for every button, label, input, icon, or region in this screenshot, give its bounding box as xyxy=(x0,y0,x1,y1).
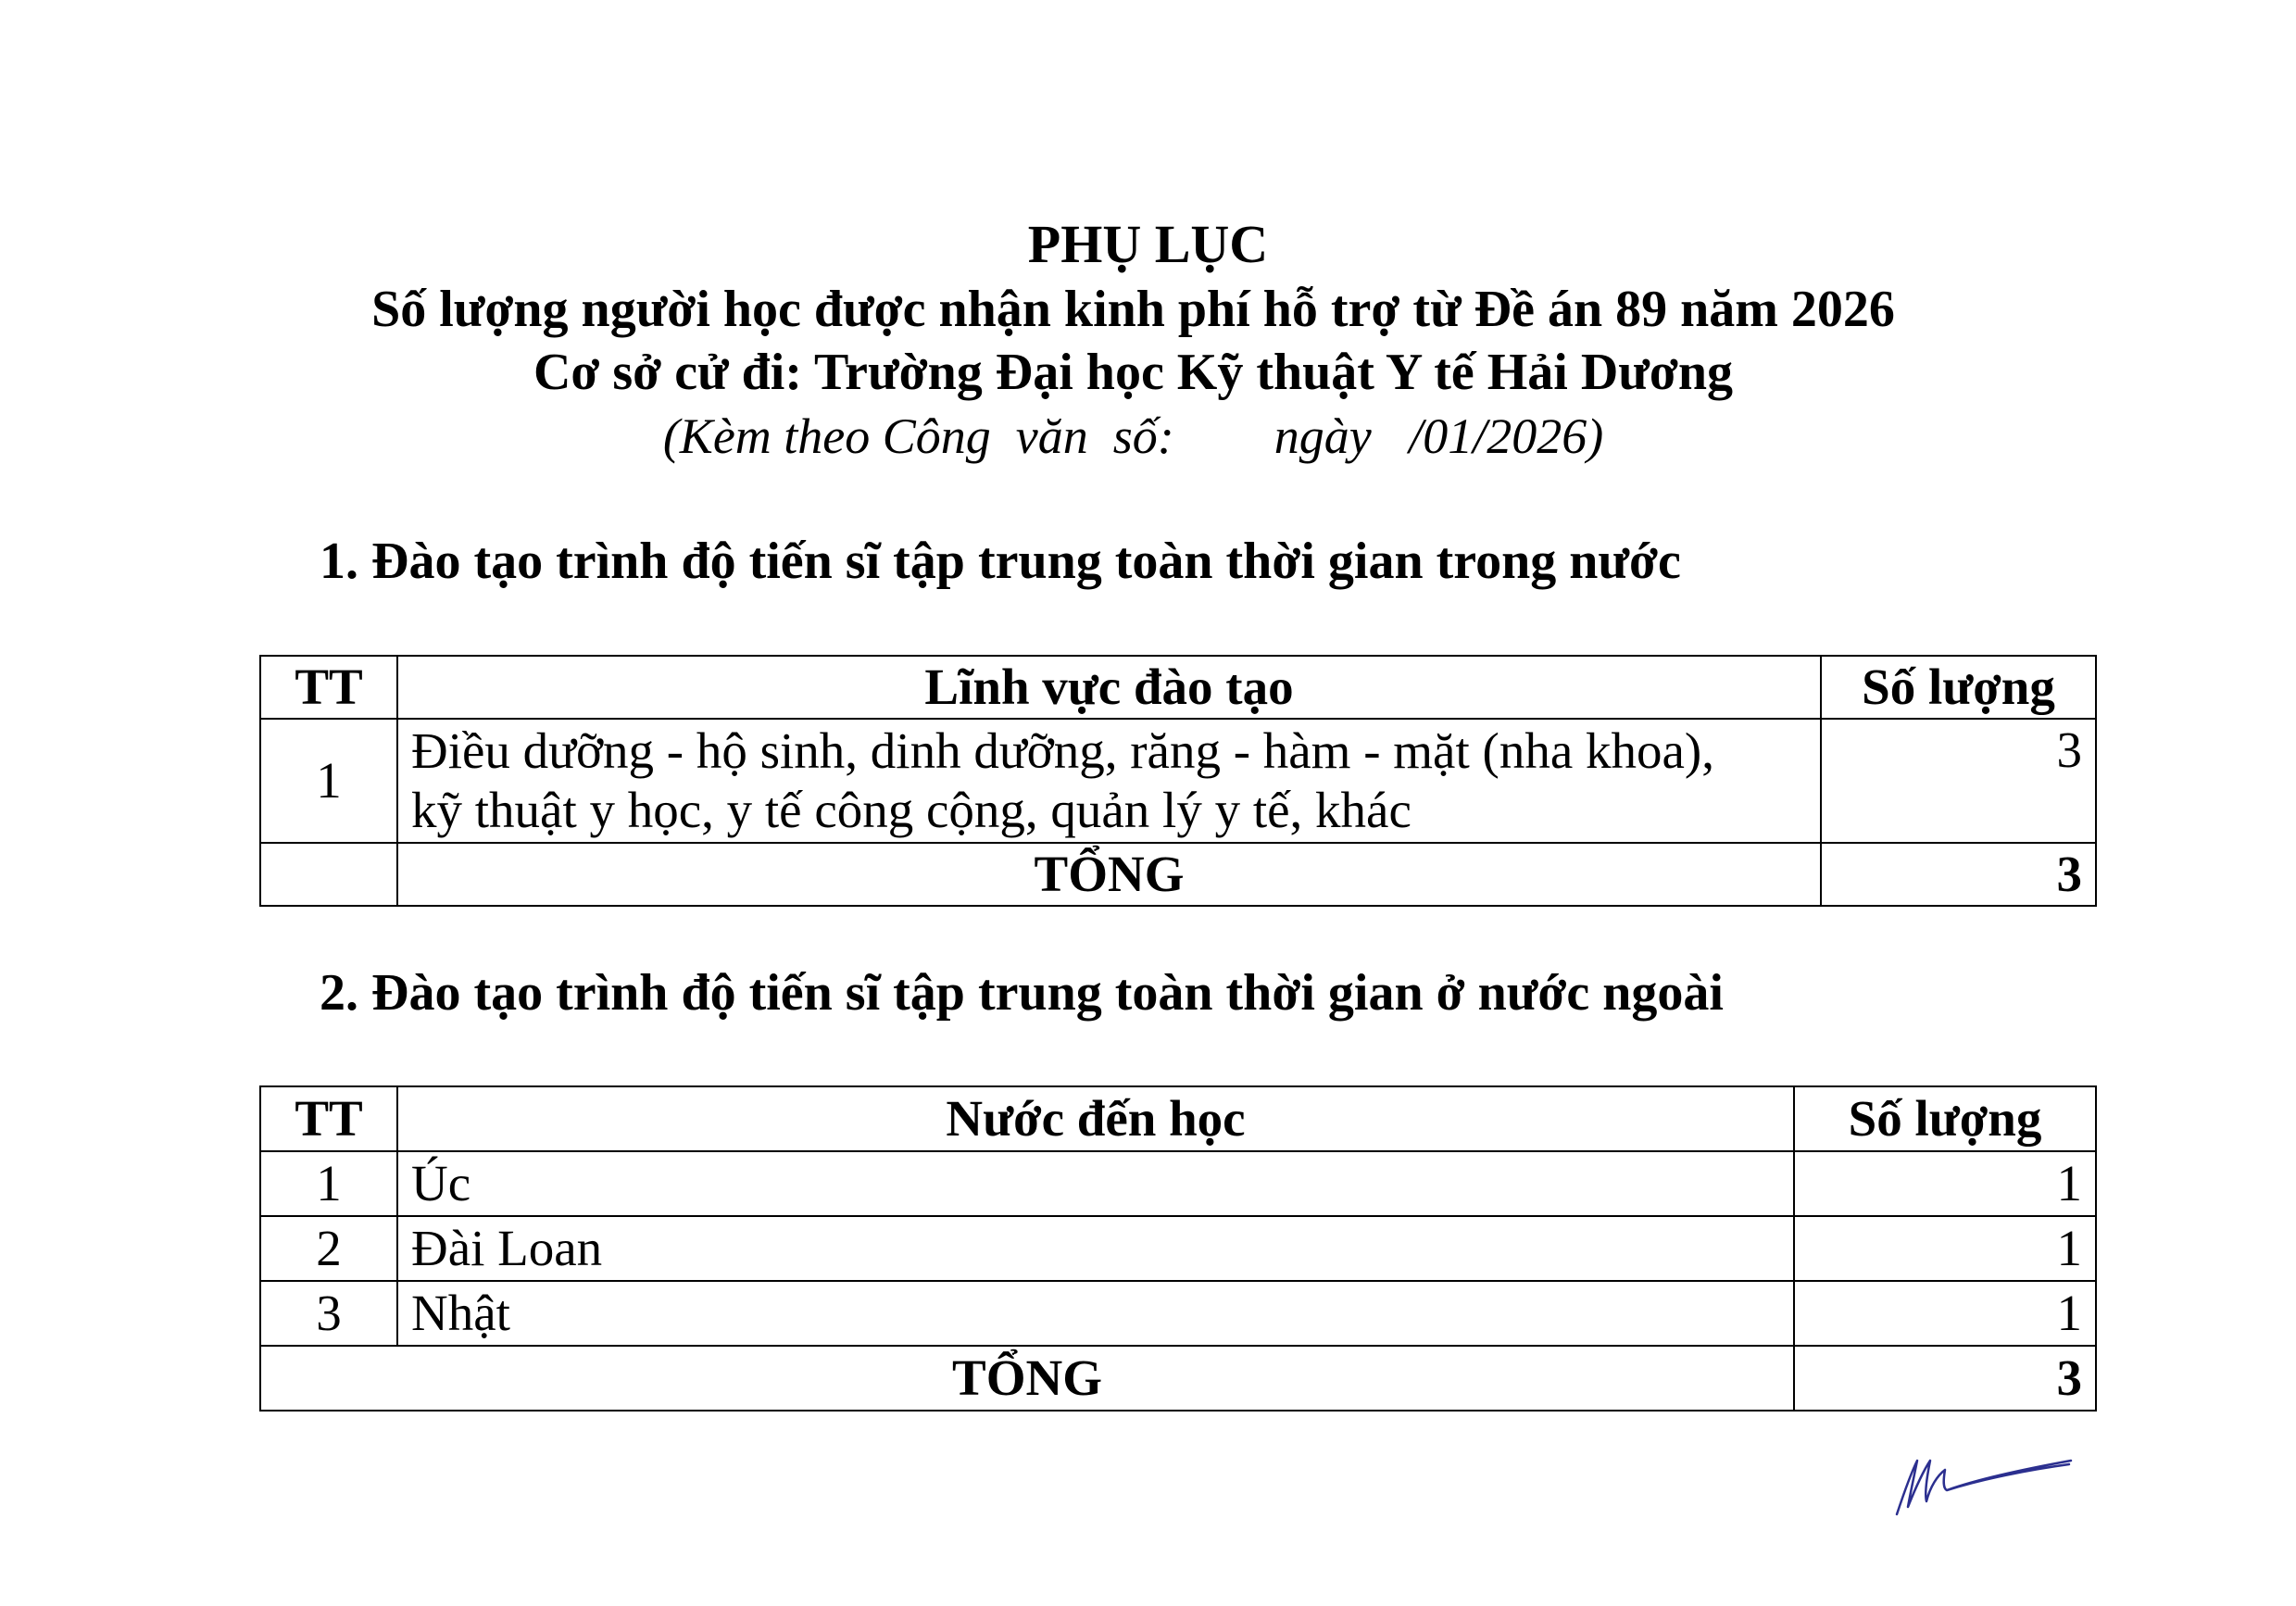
column-header-quantity: Số lượng xyxy=(1821,656,2096,719)
row-country: Nhật xyxy=(397,1281,1794,1346)
section-1-heading: 1. Đào tạo trình độ tiến sĩ tập trung toàn thời gian trong nước xyxy=(320,533,1681,590)
signature-stroke xyxy=(1897,1461,2071,1514)
attachment-note: (Kèm theo Công văn số: ngày /01/2026) xyxy=(662,408,1604,464)
row-tt: 3 xyxy=(260,1281,397,1346)
column-header-tt: TT xyxy=(260,1086,397,1151)
total-value: 3 xyxy=(1821,843,2096,906)
handwritten-signature xyxy=(1889,1440,2075,1533)
row-quantity: 3 xyxy=(1821,719,2096,843)
table-header-row xyxy=(260,1086,2096,1151)
total-row xyxy=(260,1346,2096,1411)
total-empty-cell xyxy=(260,843,397,906)
section-2-heading: 2. Đào tạo trình độ tiến sĩ tập trung toàn thời gian ở nước ngoài xyxy=(320,964,1724,1022)
row-field-line-1: Điều dưỡng - hộ sinh, dinh dưỡng, răng - hàm - mặt (nha khoa), xyxy=(411,722,1714,779)
row-country: Úc xyxy=(397,1151,1794,1216)
total-value: 3 xyxy=(1794,1346,2096,1411)
sending-institution: Cơ sở cử đi: Trường Đại học Kỹ thuật Y tế Hải Dương xyxy=(533,344,1734,401)
column-header-tt: TT xyxy=(260,656,397,719)
table-row xyxy=(260,1151,2096,1216)
row-tt: 2 xyxy=(260,1216,397,1281)
row-tt: 1 xyxy=(260,1151,397,1216)
row-tt: 1 xyxy=(260,719,397,843)
domestic-phd-table xyxy=(259,655,2097,907)
row-quantity: 1 xyxy=(1794,1151,2096,1216)
row-field xyxy=(397,719,1821,843)
table-row xyxy=(260,1216,2096,1281)
overseas-phd-table xyxy=(259,1085,2097,1412)
page-title: PHỤ LỤC xyxy=(1027,214,1269,274)
row-country: Đài Loan xyxy=(397,1216,1794,1281)
column-header-quantity: Số lượng xyxy=(1794,1086,2096,1151)
document-subtitle: Số lượng người học được nhận kinh phí hỗ trợ từ Đề án 89 năm 2026 xyxy=(371,281,1895,338)
total-row xyxy=(260,843,2096,906)
total-label: TỔNG xyxy=(260,1346,1794,1411)
total-label: TỔNG xyxy=(397,843,1821,906)
table-row xyxy=(260,719,2096,843)
table-row xyxy=(260,1281,2096,1346)
column-header-country: Nước đến học xyxy=(397,1086,1794,1151)
table-header-row xyxy=(260,656,2096,719)
row-quantity: 1 xyxy=(1794,1216,2096,1281)
row-field-line-2: kỹ thuật y học, y tế công cộng, quản lý y tế, khác xyxy=(411,782,1411,838)
column-header-field: Lĩnh vực đào tạo xyxy=(397,656,1821,719)
row-quantity: 1 xyxy=(1794,1281,2096,1346)
